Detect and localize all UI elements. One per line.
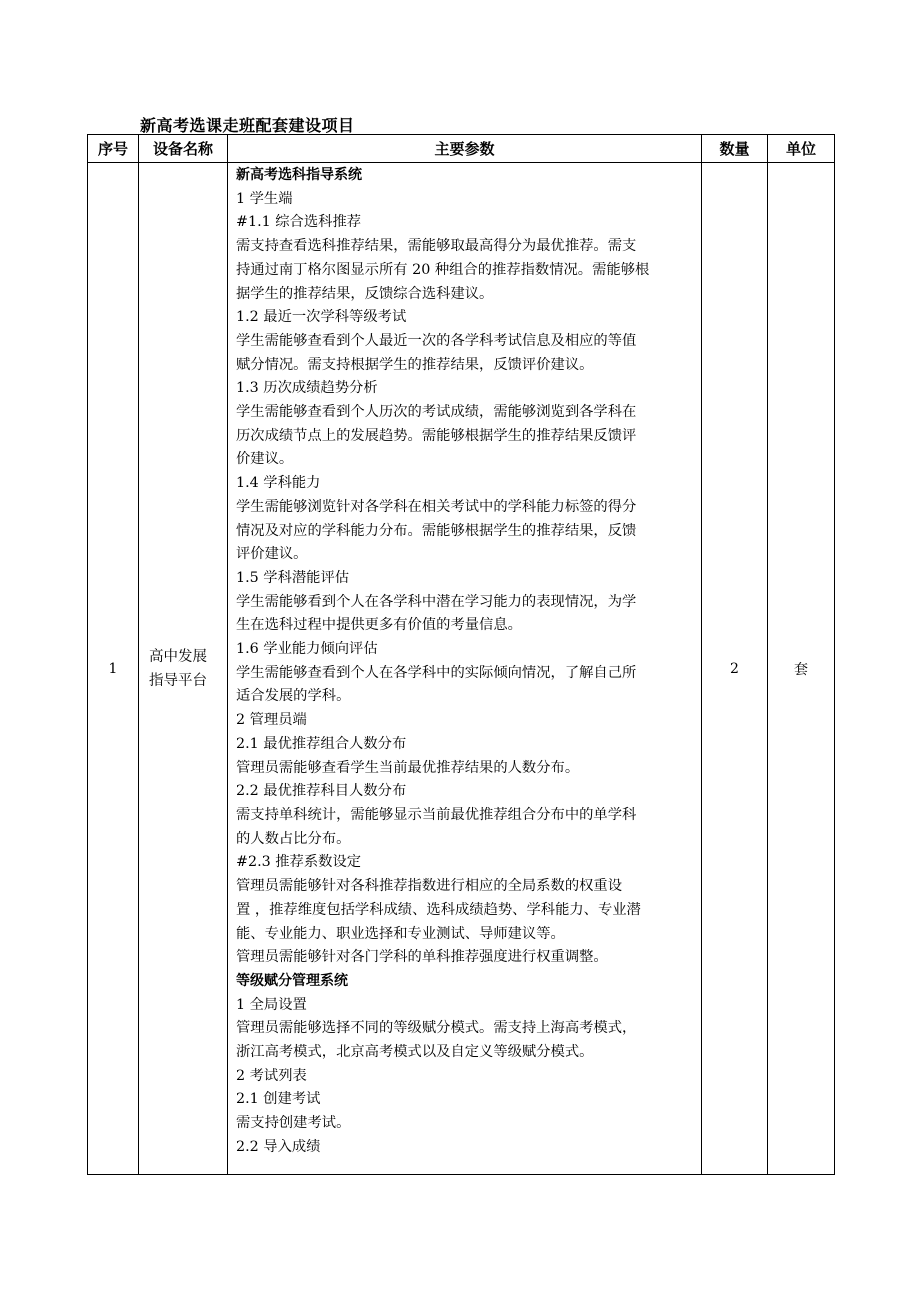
params-line: 学生需能够查看到个人历次的考试成绩，需能够浏览到各学科在 [236, 404, 637, 421]
params-line: 需支持单科统计，需能够显示当前最优推荐组合分布中的单学科 [236, 806, 637, 823]
params-line: 2.1 最优推荐组合人数分布 [236, 735, 407, 752]
params-line: 1 学生端 [236, 190, 293, 207]
params-line: 管理员需能够查看学生当前最优推荐结果的人数分布。 [236, 759, 580, 776]
params-line: 赋分情况。需支持根据学生的推荐结果，反馈评价建议。 [236, 356, 594, 373]
cell-params [228, 163, 702, 1175]
params-line: #2.3 推荐系数设定 [236, 854, 362, 871]
cell-qty: 2 [702, 163, 768, 1175]
params-line: 学生需能够看到个人在各学科中潜在学习能力的表现情况，为学 [236, 593, 637, 610]
params-line: 2.1 创建考试 [236, 1091, 321, 1108]
params-line: 1.5 学科潜能评估 [236, 569, 350, 586]
table-row [88, 163, 835, 1175]
params-section-heading: 等级赋分管理系统 [236, 972, 348, 989]
params-line: 管理员需能够针对各科推荐指数进行相应的全局系数的权重设 [236, 878, 623, 895]
params-line: 2.2 导入成绩 [236, 1138, 321, 1155]
params-line: 适合发展的学科。 [236, 688, 351, 705]
name-line-1: 高中发展 [149, 648, 207, 665]
params-line: 学生需能够浏览针对各学科在相关考试中的学科能力标签的得分 [236, 498, 637, 515]
table-header-row [88, 135, 835, 163]
params-line: 学生需能够查看到个人在各学科中的实际倾向情况，了解自己所 [236, 664, 637, 681]
params-line: 需支持创建考试。 [236, 1115, 351, 1132]
params-line: 1.6 学业能力倾向评估 [236, 641, 378, 658]
params-line: 1.3 历次成绩趋势分析 [236, 380, 378, 397]
header-unit: 单位 [768, 135, 835, 163]
cell-unit: 套 [768, 163, 835, 1175]
params-section-heading: 新高考选科指导系统 [236, 167, 362, 183]
params-line: 历次成绩节点上的发展趋势。需能够根据学生的推荐结果反馈评 [236, 427, 637, 444]
header-params: 主要参数 [228, 135, 702, 163]
params-line: 价建议。 [236, 451, 294, 468]
params-line: 置 ，推荐维度包括学科成绩、选科成绩趋势、学科能力、专业潜 [236, 901, 641, 918]
params-line: #1.1 综合选科推荐 [236, 214, 362, 231]
params-line: 浙江高考模式，北京高考模式以及自定义等级赋分模式。 [236, 1044, 594, 1061]
params-line: 1.4 学科能力 [236, 475, 321, 492]
params-line: 能、专业能力、职业选择和专业测试、导师建议等。 [236, 925, 565, 942]
equipment-table [87, 134, 835, 1175]
params-line: 1 全局设置 [236, 996, 307, 1013]
header-qty: 数量 [702, 135, 768, 163]
document-title: 新高考选课走班配套建设项目 [140, 116, 355, 135]
params-line: 2 考试列表 [236, 1067, 307, 1084]
params-line: 生在选科过程中提供更多有价值的考量信息。 [236, 617, 522, 634]
params-line: 1.2 最近一次学科等级考试 [236, 309, 407, 326]
header-seq: 序号 [88, 135, 139, 163]
params-line: 据学生的推荐结果，反馈综合选科建议。 [236, 285, 494, 302]
params-line: 持通过南丁格尔图显示所有 20 种组合的推荐指数情况。需能够根 [236, 261, 650, 278]
params-line: 管理员需能够选择不同的等级赋分模式。需支持上海高考模式， [236, 1020, 637, 1037]
params-line: 2 管理员端 [236, 712, 307, 729]
params-line: 学生需能够查看到个人最近一次的各学科考试信息及相应的等值 [236, 332, 637, 349]
params-line: 管理员需能够针对各门学科的单科推荐强度进行权重调整。 [236, 949, 608, 966]
params-line: 2.2 最优推荐科目人数分布 [236, 783, 407, 800]
cell-seq: 1 [88, 163, 139, 1175]
cell-name [139, 163, 228, 1175]
params-line: 需支持查看选科推荐结果，需能够取最高得分为最优推荐。需支 [236, 238, 637, 255]
params-line: 的人数占比分布。 [236, 830, 351, 847]
params-line: 情况及对应的学科能力分布。需能够根据学生的推荐结果，反馈 [236, 522, 637, 539]
header-name: 设备名称 [139, 135, 228, 163]
name-line-2: 指导平台 [149, 672, 207, 689]
params-line: 评价建议。 [236, 546, 308, 563]
